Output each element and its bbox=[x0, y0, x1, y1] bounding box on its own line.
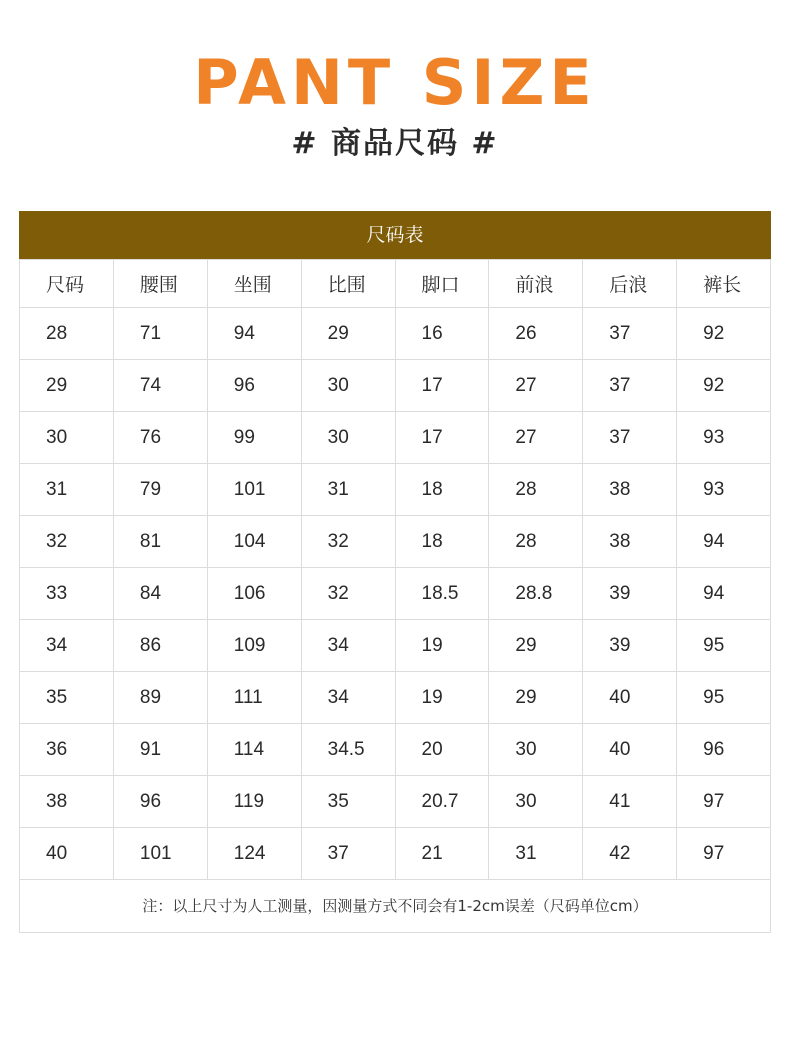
table-cell: 74 bbox=[113, 360, 207, 412]
table-cell: 40 bbox=[583, 724, 677, 776]
table-cell: 20.7 bbox=[395, 776, 489, 828]
table-cell: 27 bbox=[489, 412, 583, 464]
table-cell: 71 bbox=[113, 308, 207, 360]
table-cell: 37 bbox=[301, 828, 395, 880]
table-cell: 30 bbox=[301, 360, 395, 412]
table-cell: 38 bbox=[20, 776, 114, 828]
table-cell: 19 bbox=[395, 620, 489, 672]
table-cell: 37 bbox=[583, 360, 677, 412]
table-cell: 35 bbox=[20, 672, 114, 724]
measurement-note: 注：以上尺寸为人工测量，因测量方式不同会有1-2cm误差（尺码单位cm） bbox=[19, 880, 771, 933]
table-cell: 36 bbox=[20, 724, 114, 776]
table-row bbox=[20, 724, 771, 776]
page-subtitle: # 商品尺码 # bbox=[291, 126, 499, 161]
table-cell: 20 bbox=[395, 724, 489, 776]
table-cell: 96 bbox=[207, 360, 301, 412]
table-cell: 17 bbox=[395, 360, 489, 412]
table-row bbox=[20, 360, 771, 412]
column-header: 坐围 bbox=[207, 260, 301, 308]
table-cell: 30 bbox=[20, 412, 114, 464]
table-cell: 38 bbox=[583, 516, 677, 568]
table-cell: 17 bbox=[395, 412, 489, 464]
column-header: 腰围 bbox=[113, 260, 207, 308]
table-cell: 119 bbox=[207, 776, 301, 828]
table-cell: 81 bbox=[113, 516, 207, 568]
table-cell: 30 bbox=[489, 776, 583, 828]
table-cell: 29 bbox=[301, 308, 395, 360]
table-cell: 18 bbox=[395, 464, 489, 516]
table-row bbox=[20, 620, 771, 672]
table-cell: 97 bbox=[677, 828, 771, 880]
table-cell: 28 bbox=[20, 308, 114, 360]
table-row bbox=[20, 776, 771, 828]
page-title: PANT SIZE bbox=[193, 46, 597, 119]
table-cell: 34.5 bbox=[301, 724, 395, 776]
table-cell: 42 bbox=[583, 828, 677, 880]
table-cell: 40 bbox=[20, 828, 114, 880]
size-chart bbox=[19, 211, 771, 933]
table-cell: 37 bbox=[583, 412, 677, 464]
table-cell: 41 bbox=[583, 776, 677, 828]
table-cell: 93 bbox=[677, 464, 771, 516]
table-cell: 76 bbox=[113, 412, 207, 464]
table-cell: 96 bbox=[113, 776, 207, 828]
table-cell: 114 bbox=[207, 724, 301, 776]
table-cell: 89 bbox=[113, 672, 207, 724]
table-caption: 尺码表 bbox=[19, 211, 771, 259]
table-cell: 18.5 bbox=[395, 568, 489, 620]
table-cell: 109 bbox=[207, 620, 301, 672]
table-row bbox=[20, 516, 771, 568]
table-row bbox=[20, 828, 771, 880]
column-header: 裤长 bbox=[677, 260, 771, 308]
column-header: 比围 bbox=[301, 260, 395, 308]
table-cell: 40 bbox=[583, 672, 677, 724]
table-cell: 101 bbox=[113, 828, 207, 880]
table-cell: 31 bbox=[301, 464, 395, 516]
table-row bbox=[20, 308, 771, 360]
table-cell: 94 bbox=[207, 308, 301, 360]
size-table bbox=[19, 259, 771, 880]
table-cell: 97 bbox=[677, 776, 771, 828]
table-cell: 99 bbox=[207, 412, 301, 464]
table-cell: 30 bbox=[489, 724, 583, 776]
table-cell: 27 bbox=[489, 360, 583, 412]
table-cell: 33 bbox=[20, 568, 114, 620]
table-cell: 106 bbox=[207, 568, 301, 620]
table-cell: 29 bbox=[20, 360, 114, 412]
table-cell: 31 bbox=[20, 464, 114, 516]
table-row bbox=[20, 672, 771, 724]
table-cell: 29 bbox=[489, 620, 583, 672]
table-cell: 86 bbox=[113, 620, 207, 672]
column-header: 尺码 bbox=[20, 260, 114, 308]
table-cell: 34 bbox=[20, 620, 114, 672]
table-cell: 28.8 bbox=[489, 568, 583, 620]
column-header: 后浪 bbox=[583, 260, 677, 308]
table-cell: 31 bbox=[489, 828, 583, 880]
table-cell: 37 bbox=[583, 308, 677, 360]
table-cell: 95 bbox=[677, 620, 771, 672]
table-cell: 19 bbox=[395, 672, 489, 724]
table-cell: 28 bbox=[489, 516, 583, 568]
table-cell: 96 bbox=[677, 724, 771, 776]
table-cell: 26 bbox=[489, 308, 583, 360]
table-cell: 94 bbox=[677, 568, 771, 620]
table-cell: 93 bbox=[677, 412, 771, 464]
table-cell: 101 bbox=[207, 464, 301, 516]
table-cell: 95 bbox=[677, 672, 771, 724]
table-cell: 84 bbox=[113, 568, 207, 620]
table-cell: 124 bbox=[207, 828, 301, 880]
table-cell: 104 bbox=[207, 516, 301, 568]
table-cell: 30 bbox=[301, 412, 395, 464]
table-cell: 16 bbox=[395, 308, 489, 360]
table-cell: 32 bbox=[301, 516, 395, 568]
table-header-row bbox=[20, 260, 771, 308]
table-cell: 91 bbox=[113, 724, 207, 776]
table-cell: 38 bbox=[583, 464, 677, 516]
table-cell: 92 bbox=[677, 360, 771, 412]
column-header: 前浪 bbox=[489, 260, 583, 308]
table-cell: 32 bbox=[20, 516, 114, 568]
table-cell: 39 bbox=[583, 568, 677, 620]
table-cell: 34 bbox=[301, 620, 395, 672]
table-cell: 35 bbox=[301, 776, 395, 828]
table-row bbox=[20, 464, 771, 516]
table-cell: 21 bbox=[395, 828, 489, 880]
table-cell: 92 bbox=[677, 308, 771, 360]
table-cell: 94 bbox=[677, 516, 771, 568]
table-cell: 32 bbox=[301, 568, 395, 620]
table-row bbox=[20, 568, 771, 620]
table-cell: 34 bbox=[301, 672, 395, 724]
table-row bbox=[20, 412, 771, 464]
table-cell: 29 bbox=[489, 672, 583, 724]
table-cell: 79 bbox=[113, 464, 207, 516]
table-cell: 111 bbox=[207, 672, 301, 724]
table-cell: 28 bbox=[489, 464, 583, 516]
column-header: 脚口 bbox=[395, 260, 489, 308]
table-cell: 18 bbox=[395, 516, 489, 568]
table-cell: 39 bbox=[583, 620, 677, 672]
